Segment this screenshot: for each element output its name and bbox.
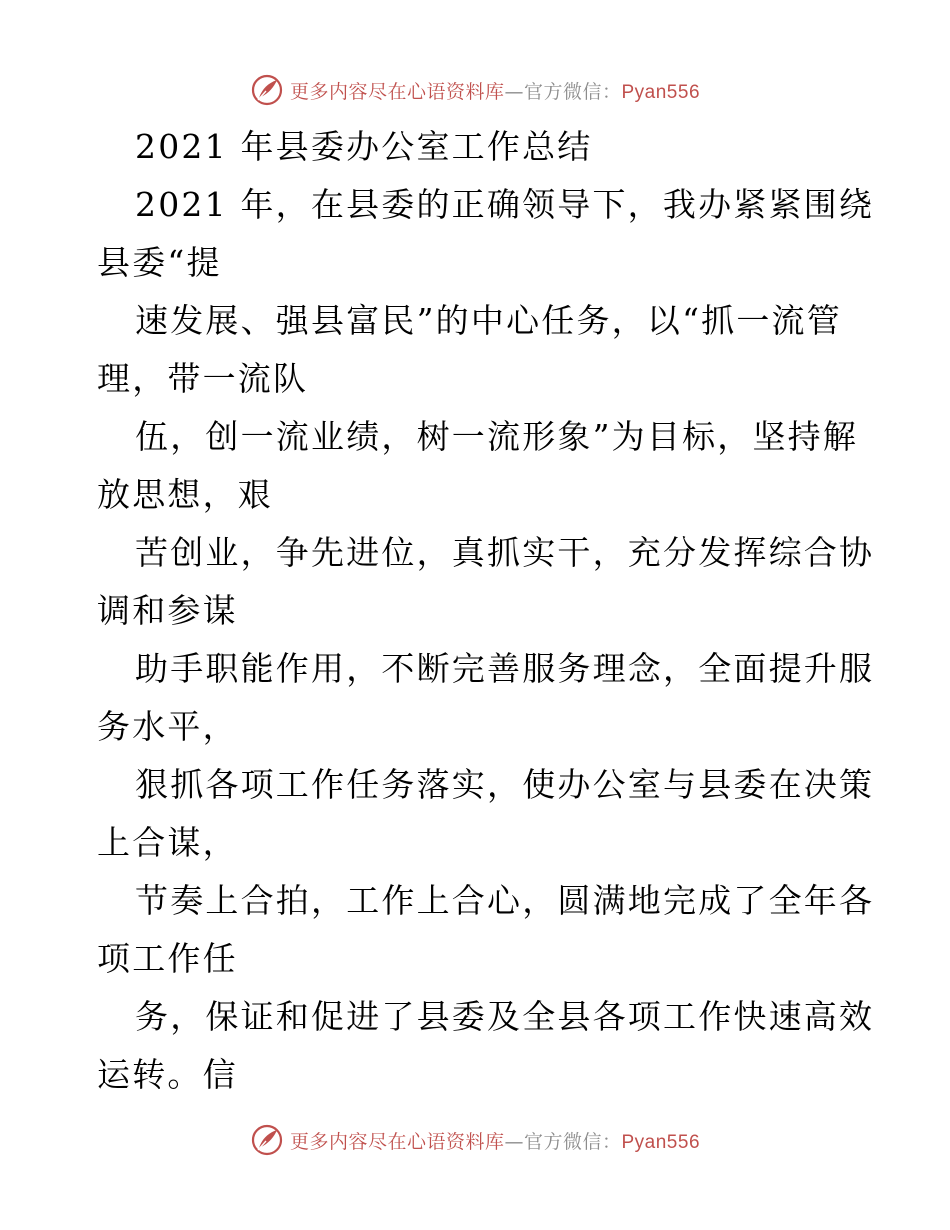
paragraph-line: 放思想，艰 [97,475,273,514]
banner-text [290,77,700,104]
paragraph-line: 运转。信 [97,1055,238,1094]
paragraph-line: 理，带一流队 [97,359,309,398]
banner-text [290,1127,700,1154]
paragraph-line: 节奏上合拍，工作上合心，圆满地完成了全年各 [135,881,875,920]
banner-separator: — [504,1130,524,1153]
footer-banner [0,1120,950,1160]
paragraph-line: 务，保证和促进了县委及全县各项工作快速高效 [135,997,875,1036]
banner-main-text: 更多内容尽在心语资料库 [289,80,505,103]
banner-sub-text: 官方微信： [523,1130,622,1153]
feather-pen-logo-icon [250,73,284,107]
paragraph-line: 县委“提 [97,243,222,282]
document-title: 2021 年县委办公室工作总结 [135,127,593,166]
banner-separator: — [504,80,524,103]
paragraph-line: 调和参谋 [97,591,238,630]
paragraph-line: 2021 年，在县委的正确领导下，我办紧紧围绕 [135,185,875,224]
banner-main-text: 更多内容尽在心语资料库 [289,1130,505,1153]
paragraph-line: 伍，创一流业绩，树一流形象”为目标，坚持解 [135,417,859,456]
banner-wechat-id: Pyan556 [621,1131,701,1153]
header-banner [0,70,950,110]
paragraph-line: 助手职能作用，不断完善服务理念，全面提升服 [135,649,875,688]
document-body [97,118,875,1104]
banner-wechat-id: Pyan556 [621,81,701,103]
paragraph-line: 狠抓各项工作任务落实，使办公室与县委在决策 [135,765,875,804]
paragraph-line: 项工作任 [97,939,238,978]
paragraph-line: 上合谋， [97,823,238,862]
feather-pen-logo-icon [250,1123,284,1157]
banner-sub-text: 官方微信： [523,80,622,103]
paragraph-line: 速发展、强县富民”的中心任务，以“抓一流管 [135,301,842,340]
paragraph-line: 苦创业，争先进位，真抓实干，充分发挥综合协 [135,533,875,572]
paragraph-line: 务水平， [97,707,238,746]
